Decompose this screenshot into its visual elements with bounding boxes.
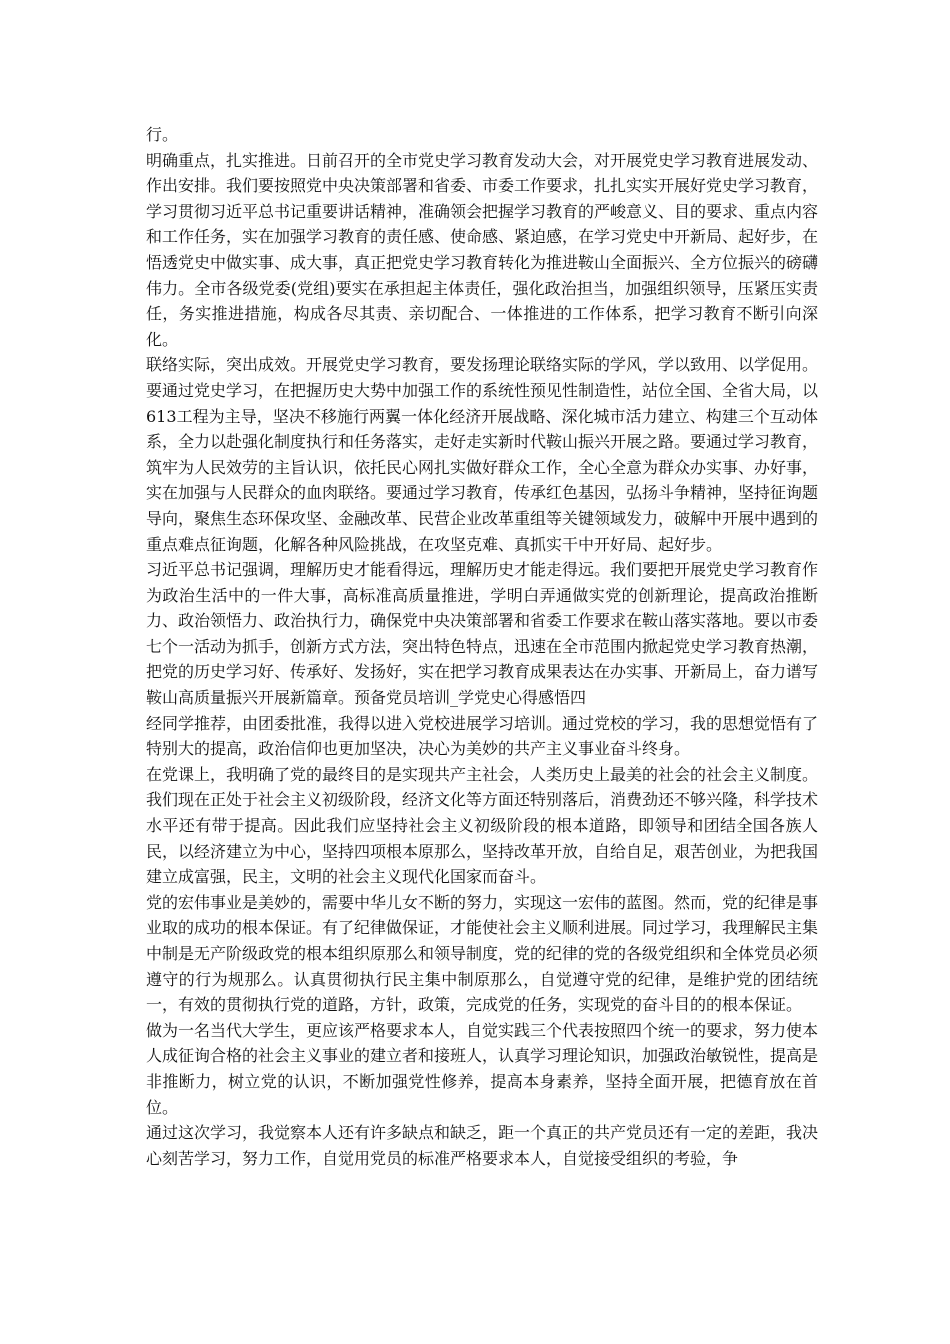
paragraph: 明确重点，扎实推进。日前召开的全市党史学习教育发动大会，对开展党史学习教育进展发动、作出安排。我们要按照党中央决策部署和省委、市委工作要求，扎扎实实开展好党史学习教育，学习贯彻习近平总书记重要讲话精神，准确领会把握学习教育的严峻意义、目的要求、重点内容和工作任务，实在加强学习教育的责任感、使命感、紧迫感，在学习党史中开新局、起好步，在悟透党史中做实事、成大事，真正把党史学习教育转化为推进鞍山全面振兴、全方位振兴的磅礴伟力。全市各级党委(党组)要实在承担起主体责任，强化政治担当，加强组织领导，压紧压实责任，务实推进措施，构成各尽其责、亲切配合、一体推进的工作体系，把学习教育不断引向深化。 [146,150,819,349]
paragraph: 联络实际，突出成效。开展党史学习教育，要发扬理论联络实际的学风，学以致用、以学促用。要通过党史学习，在把握历史大势中加强工作的系统性预见性制造性，站位全国、全省大局，以613工程为主导，坚决不移施行两翼一体化经济开展战略、深化城市活力建立、构建三个互动体系，全力以赴强化制度执行和任务落实，走好走实新时代鞍山振兴开展之路。要通过学习教育，筑牢为人民效劳的主旨认识，依托民心网扎实做好群众工作，全心全意为群众办实事、办好事，实在加强与人民群众的血肉联络。要通过学习教育，传承红色基因，弘扬斗争精神，坚持征询题导向，聚焦生态环保攻坚、金融改革、民营企业改革重组等关键领域发力，破解中开展中遇到的重点难点征询题，化解各种风险挑战，在攻坚克难、真抓实干中开好局、起好步。 [146,355,819,554]
document-body [146,122,818,1171]
paragraph: 在党课上，我明确了党的最终目的是实现共产主社会，人类历史上最美的社会的社会主义制度。我们现在正处于社会主义初级阶段，经济文化等方面还特别落后，消费劲还不够兴隆，科学技术水平还有带于提高。因此我们应坚持社会主义初级阶段的根本道路，即领导和团结全国各族人民，以经济建立为中心，坚持四项根本原那么，坚持改革开放，自给自足，艰苦创业，为把我国建立成富强，民主，文明的社会主义现代化国家而奋斗。 [146,764,819,887]
paragraph: 做为一名当代大学生，更应该严格要求本人，自觉实践三个代表按照四个统一的要求，努力使本人成征询合格的社会主义事业的建立者和接班人，认真学习理论知识，加强政治敏锐性，提高是非推断力，树立党的认识，不断加强党性修养，提高本身素养，坚持全面开展，把德育放在首位。 [146,1020,819,1117]
paragraph: 通过这次学习，我觉察本人还有许多缺点和缺乏，距一个真正的共产党员还有一定的差距，我决心刻苦学习，努力工作，自觉用党员的标准严格要求本人，自觉接受组织的考验，争 [146,1123,819,1168]
paragraph: 习近平总书记强调，理解历史才能看得远，理解历史才能走得远。我们要把开展党史学习教育作为政治生活中的一件大事，高标准高质量推进，学明白弄通做实党的创新理论，提高政治推断力、政治领悟力、政治执行力，确保党中央决策部署和省委工作要求在鞍山落实落地。要以市委七个一活动为抓手，创新方式方法，突出特色特点，迅速在全市范围内掀起党史学习教育热潮，把党的历史学习好、传承好、发扬好，实在把学习教育成果表达在办实事、开新局上，奋力谱写鞍山高质量振兴开展新篇章。预备党员培训_学党史心得感悟四 [146,560,819,708]
paragraph: 经同学推荐，由团委批准，我得以进入党校进展学习培训。通过党校的学习，我的思想觉悟有了特别大的提高，政治信仰也更加坚决，决心为美妙的共产主义事业奋斗终身。 [146,713,819,759]
paragraph: 行。 [146,125,179,144]
paragraph: 党的宏伟事业是美妙的，需要中华儿女不断的努力，实现这一宏伟的蓝图。然而，党的纪律是事业取的成功的根本保证。有了纪律做保证，才能使社会主义顺利进展。同过学习，我理解民主集中制是无产阶级政党的根本组织原那么和领导制度，党的纪律的党的各级党组织和全体党员必须遵守的行为规那么。认真贯彻执行民主集中制原那么，自觉遵守党的纪律，是维护党的团结统一，有效的贯彻执行党的道路，方针，政策，完成党的任务，实现党的奋斗目的的根本保证。 [146,892,819,1015]
